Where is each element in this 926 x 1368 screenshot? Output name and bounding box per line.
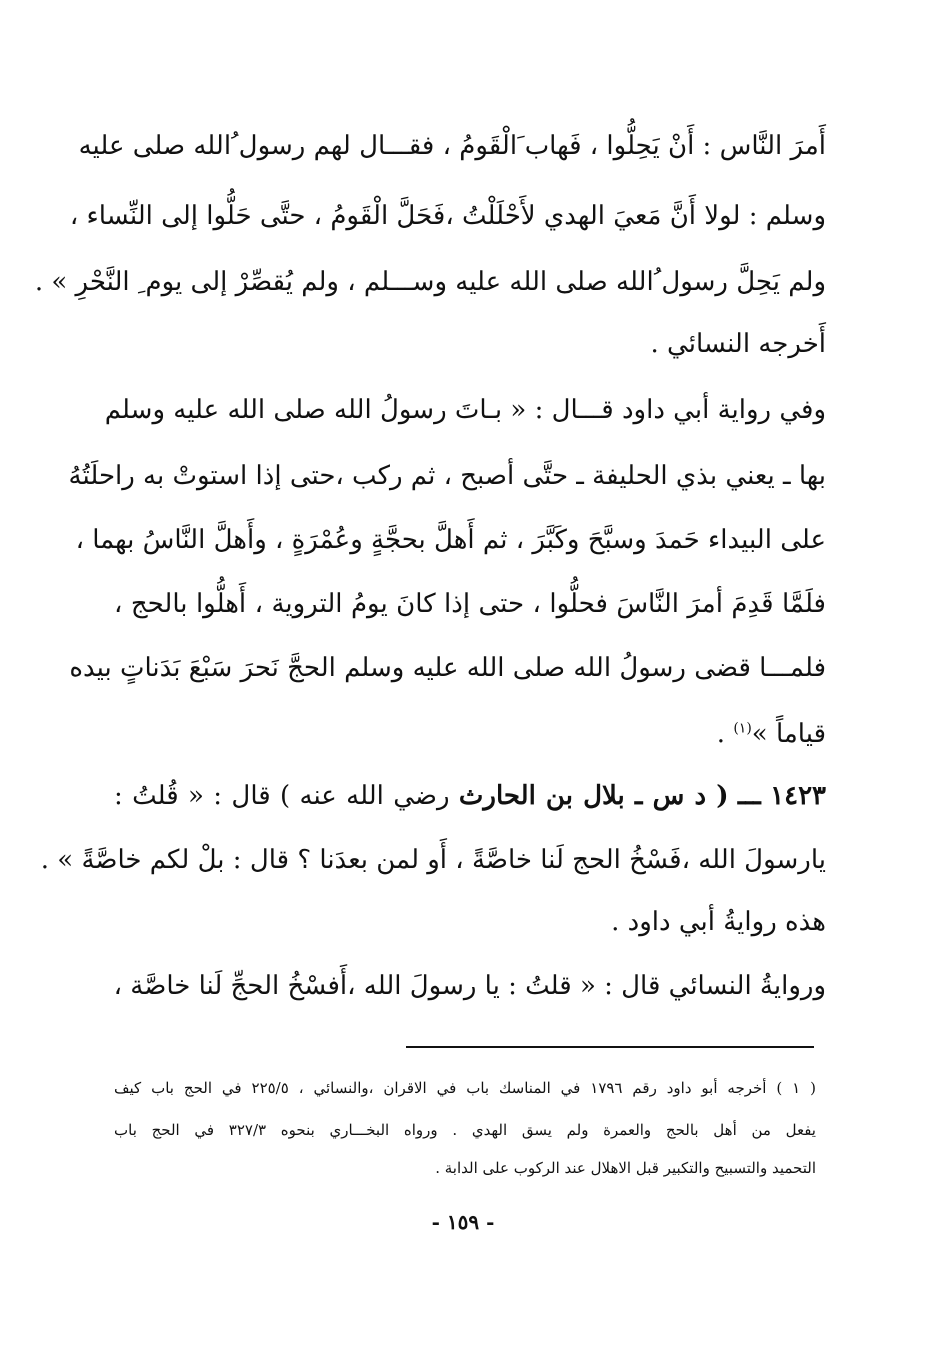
footnote-line: التحميد والتسبيح والتكبير قبل الاهلال عند الركوب على الدابة . (435, 1159, 816, 1177)
footnote-divider (406, 1046, 814, 1048)
hadith-dash: ـــ (737, 781, 761, 811)
body-line: بها ـ يعني بذي الحليفة ـ حتَّى أصبح ، ثم ركب ،حتى إذا استوتْ به راحلَتُهُ (68, 461, 826, 491)
body-line: وسلم : لولا أَنَّ مَعيَ الهدي لأَحْلَلْتُ ،فَحَلَّ الْقَومُ ، حتَّى حَلُّوا إلى النِّساء ، (69, 201, 826, 231)
hadith-line: هذه روايةُ أبي داود . (611, 907, 826, 937)
hadith-line: وروايةُ النسائي قال : « قلتُ : يا رسولَ الله ،أَفسْخُ الحجِّ لَنا خاصَّة ، (113, 971, 826, 1001)
body-line: فلَمَّا قَدِمَ أمرَ النَّاسَ فحلُّوا ، حتى إذا كانَ يومُ التروية ، أَهلُّوا بالحج ، (114, 589, 826, 619)
footnote-line: يفعل من أهل بالحج والعمرة ولم يسق الهدي . ورواه البخـــاري بنحوه ٣٢٧/٣ في الحج باب (114, 1121, 816, 1139)
body-line: أَخرجه النسائي . (650, 329, 826, 359)
body-line: على البيداء حَمدَ وسبَّحَ وكَبَّرَ ، ثم أَهلَّ بحجَّةٍ وعُمْرَةٍ ، وأَهلَّ النَّاسُ بهما ، (75, 525, 826, 555)
body-line-text: قياماً » (751, 719, 826, 749)
body-line-with-note (114, 714, 826, 754)
hadith-line: يارسولَ الله ،فَسْخُ الحج لَنا خاصَّةً ، أَو لمن بعدَنا ؟ قال : بلْ لكم خاصَّةً » . (40, 845, 826, 875)
footnote-marker[interactable]: (١) (733, 720, 752, 737)
hadith-number: ١٤٢٣ (770, 781, 826, 811)
hadith-heading-line (114, 776, 826, 816)
body-line: فلمـــا قضى رسولُ الله صلى الله عليه وسلم الحجَّ نَحرَ سَبْعَ بَدَناتٍ بيده (69, 653, 826, 683)
body-line-end: . (716, 719, 726, 749)
footnote-line: ( ١ ) أخرجه أبو داود رقم ١٧٩٦ في المناسك باب في الاقران ،والنسائي ، ٢٢٥/٥ في الحج باب كيف (114, 1079, 817, 1097)
body-line: ولم يَحِلَّ رسول ُالله صلى الله عليه وســـلم ، ولم يُقصِّرْ إلى يوم ِ النَّحْرِ » . (34, 267, 826, 297)
page-number: - ١٥٩ - (431, 1210, 495, 1234)
body-line: أَمرَ النَّاس : أَنْ يَحِلُّوا ، فَهاب َالْقَومُ ، فقـــال لهم رسول ُالله صلى عليه (78, 131, 826, 161)
hadith-source: ( د س ـ بلال بن الحارث (458, 781, 729, 811)
body-line: وفي رواية أبي داود قـــال : « بـاتَ رسولُ الله صلى الله عليه وسلم (104, 395, 826, 425)
hadith-line-rest: رضي الله عنه ) قال : « قُلتُ : (114, 781, 450, 811)
